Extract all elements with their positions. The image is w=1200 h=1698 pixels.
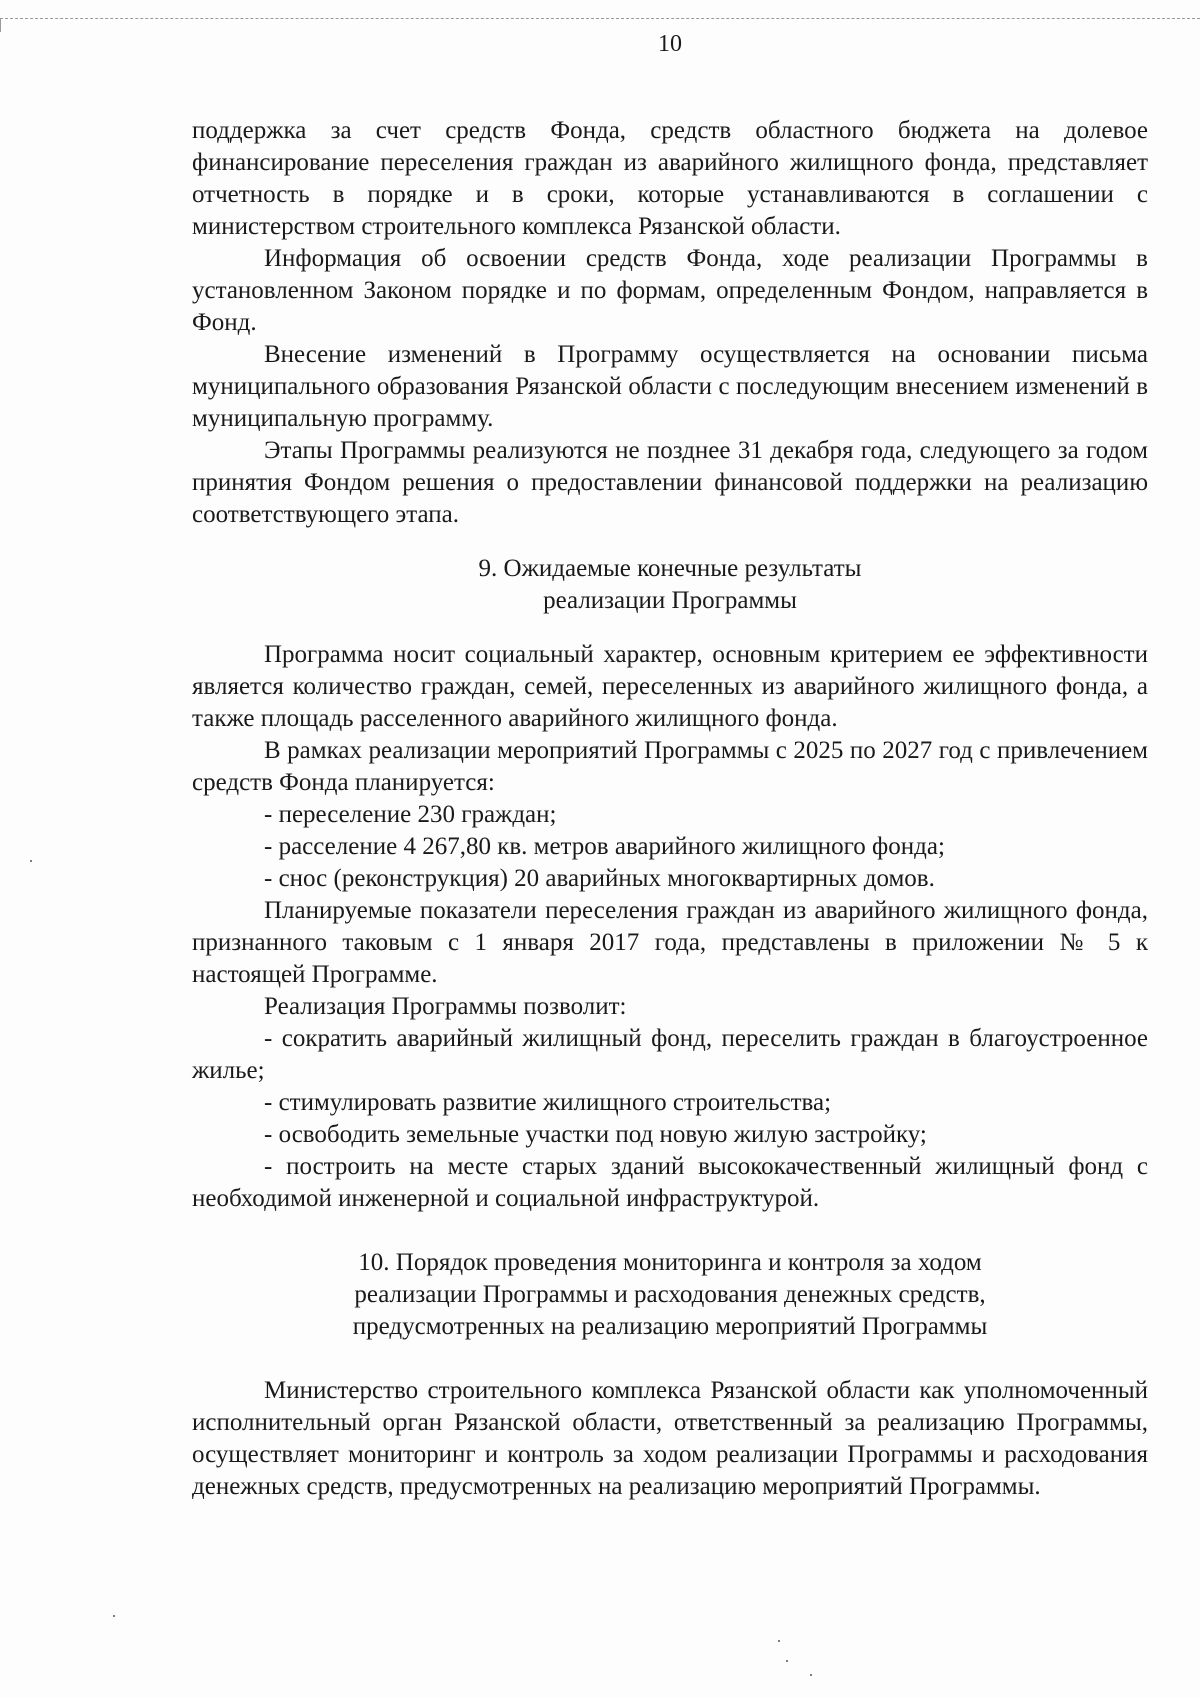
section-9-heading-line-2: реализации Программы [543, 587, 797, 614]
section-9-heading [192, 553, 1148, 617]
scan-speck [30, 860, 32, 862]
scan-speck [113, 1615, 115, 1617]
plan-item: - переселение 230 граждан; [264, 801, 557, 828]
section-9-plan-lead: В рамках реализации мероприятий Программы с 2025 по 2027 год с привлечением средств Фонда планируется: [192, 737, 1148, 796]
plan-item: - расселение 4 267,80 кв. метров аварийного жилищного фонда; [264, 833, 945, 860]
scan-speck [810, 1674, 812, 1676]
scan-speck [778, 1640, 780, 1642]
page-number: 10 [658, 31, 682, 57]
section-10-heading [192, 1247, 1148, 1343]
allows-item: - стимулировать развитие жилищного строительства; [264, 1089, 832, 1116]
section-9-heading-line-1: 9. Ожидаемые конечные результаты [478, 555, 862, 582]
section-9-allows-lead: Реализация Программы позволит: [264, 993, 627, 1020]
paragraph-continued: поддержка за счет средств Фонда, средств областного бюджета на долевое финансирование переселения граждан из аварийного жилищного фонда, представляет отчетность в порядке и в сроки, которые устанавливаются в соглашении с министерством строительного комплекса Рязанской области. [192, 117, 1148, 240]
section-10-heading-line-3: предусмотренных на реализацию мероприятий Программы [352, 1313, 988, 1340]
scan-top-edge [0, 18, 1200, 19]
allows-item: - освободить земельные участки под новую жилую застройку; [264, 1121, 927, 1148]
section-9-intro: Программа носит социальный характер, основным критерием ее эффективности является количество граждан, семей, переселенных из аварийного жилищного фонда, а также площадь расселенного аварийного жилищного фонда. [192, 641, 1148, 732]
scan-speck [786, 1660, 788, 1662]
allows-item: - сократить аварийный жилищный фонд, переселить граждан в благоустроенное жилье; [192, 1025, 1148, 1084]
section-9-indicators: Планируемые показатели переселения граждан из аварийного жилищного фонда, признанного таковым с 1 января 2017 года, представлены в приложении № 5 к настоящей Программе. [192, 897, 1148, 988]
paragraph-stages: Этапы Программы реализуются не позднее 31 декабря года, следующего за годом принятия Фондом решения о предоставлении финансовой поддержки на реализацию соответствующего этапа. [192, 437, 1148, 528]
plan-item: - снос (реконструкция) 20 аварийных многоквартирных домов. [264, 865, 935, 892]
section-10-heading-line-2: реализации Программы и расходования денежных средств, [354, 1281, 986, 1308]
paragraph-amendments: Внесение изменений в Программу осуществляется на основании письма муниципального образования Рязанской области с последующим внесением изменений в муниципальную программу. [192, 341, 1148, 432]
section-10-heading-line-1: 10. Порядок проведения мониторинга и контроля за ходом [358, 1249, 982, 1276]
paragraph-info-fund: Информация об освоении средств Фонда, ходе реализации Программы в установленном Законом порядке и по формам, определенным Фондом, направляется в Фонд. [192, 245, 1148, 336]
section-10-body: Министерство строительного комплекса Рязанской области как уполномоченный исполнительный орган Рязанской области, ответственный за реализацию Программы, осуществляет мониторинг и контроль за ходом реализации Программы и расходования денежных средств, предусмотренных на реализацию мероприятий Программы. [192, 1377, 1148, 1500]
document-body [192, 115, 1148, 1503]
allows-item: - построить на месте старых зданий высококачественный жилищный фонд с необходимой инженерной и социальной инфраструктурой. [192, 1153, 1148, 1212]
